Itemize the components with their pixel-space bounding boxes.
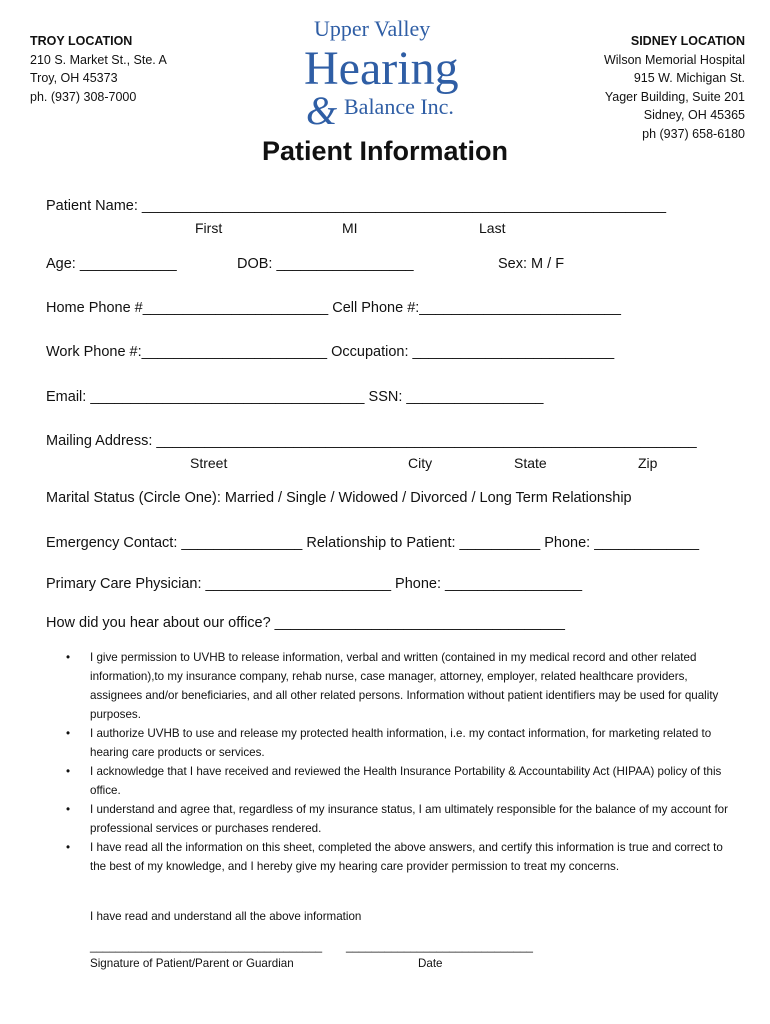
bullet-icon: •	[66, 765, 71, 778]
age-field[interactable]: Age: ____________	[46, 256, 177, 272]
consent-statement-text: I have read all the information on this sheet, completed the above answers, and certify this information is true and correct to the best of my knowledge, and I hereby give my hearing care provider permission to treat my concerns.	[90, 841, 723, 873]
logo-text-upper-valley: Upper Valley	[314, 16, 431, 41]
patient-name-mi-label: MI	[342, 220, 358, 236]
logo-ampersand: &	[306, 88, 338, 132]
sidney-address-line4: Sidney, OH 45365	[643, 108, 745, 122]
consent-statements	[62, 648, 732, 876]
company-logo	[300, 14, 480, 132]
troy-location	[30, 32, 167, 106]
primary-care-physician-field[interactable]: Primary Care Physician: _______________________ Phone: _________________	[46, 576, 583, 592]
work-phone-occupation-field[interactable]: Work Phone #:_______________________ Occupation: _________________________	[46, 344, 615, 360]
marital-status-field[interactable]: Marital Status (Circle One): Married / Single / Widowed / Divorced / Long Term Relationship	[46, 490, 632, 506]
emergency-contact-field[interactable]: Emergency Contact: _______________ Relationship to Patient: __________ Phone: _____________	[46, 535, 700, 551]
logo-text-balance: Balance Inc.	[344, 94, 454, 119]
list-item	[62, 800, 732, 838]
sex-field[interactable]: Sex: M / F	[498, 256, 565, 272]
list-item	[62, 648, 732, 724]
signature-line[interactable]: ____________________________________	[90, 940, 323, 953]
signature-label: Signature of Patient/Parent or Guardian	[90, 957, 294, 970]
patient-name-first-label: First	[195, 220, 223, 236]
list-item	[62, 724, 732, 762]
address-zip-label: Zip	[638, 455, 658, 471]
address-street-label: Street	[190, 455, 228, 471]
email-ssn-field[interactable]: Email: __________________________________ SSN: _________________	[46, 389, 544, 405]
page-title: Patient Information	[261, 136, 508, 166]
date-label: Date	[418, 957, 443, 970]
list-item	[62, 838, 732, 876]
consent-statement-text: I understand and agree that, regardless of my insurance status, I am ultimately responsible for the balance of my account for professional services or purchases rendered.	[90, 803, 728, 835]
patient-name-last-label: Last	[479, 220, 506, 236]
dob-field[interactable]: DOB: _________________	[237, 256, 414, 272]
address-state-label: State	[514, 455, 547, 471]
consent-statement-text: I authorize UVHB to use and release my protected health information, i.e. my contact information, for marketing related to hearing care products or services.	[90, 727, 712, 759]
sidney-location-heading: SIDNEY LOCATION	[630, 34, 745, 48]
sidney-address-line2: 915 W. Michigan St.	[633, 71, 745, 85]
logo-text-hearing: Hearing	[304, 42, 459, 95]
acknowledgement-text: I have read and understand all the above information	[90, 910, 362, 923]
sidney-address-line1: Wilson Memorial Hospital	[603, 52, 745, 67]
patient-name-field[interactable]: Patient Name: _________________________________________________________________	[46, 198, 667, 214]
list-item	[62, 762, 732, 800]
sidney-location	[604, 32, 745, 143]
referral-source-field[interactable]: How did you hear about our office? ____________________________________	[46, 615, 565, 631]
bullet-icon: •	[66, 841, 71, 854]
mailing-address-field[interactable]: Mailing Address: ___________________________________________________________________	[46, 433, 697, 449]
bullet-icon: •	[66, 651, 71, 664]
consent-statement-text: I give permission to UVHB to release information, verbal and written (contained in my medical record and other related information),to my insurance company, rehab nurse, case manager, attorney, employer, related healthcare providers, assignees and/or beneficiaries, and all other related persons. Information without patient identifiers may be used for quality purposes.	[90, 651, 719, 721]
sidney-phone: ph (937) 658-6180	[642, 126, 745, 141]
troy-address-line1: 210 S. Market St., Ste. A	[30, 52, 167, 67]
consent-statement-text: I acknowledge that I have received and reviewed the Health Insurance Portability & Accountability Act (HIPAA) policy of this office.	[90, 765, 722, 797]
address-city-label: City	[408, 455, 433, 471]
home-cell-phone-field[interactable]: Home Phone #_______________________ Cell Phone #:_________________________	[46, 300, 621, 316]
troy-address-line2: Troy, OH 45373	[30, 71, 118, 85]
troy-location-heading: TROY LOCATION	[30, 34, 133, 48]
troy-phone: ph. (937) 308-7000	[30, 89, 137, 104]
date-line[interactable]: _____________________________	[346, 940, 533, 953]
bullet-icon: •	[66, 803, 71, 816]
sidney-address-line3: Yager Building, Suite 201	[604, 89, 745, 104]
bullet-icon: •	[66, 727, 71, 740]
